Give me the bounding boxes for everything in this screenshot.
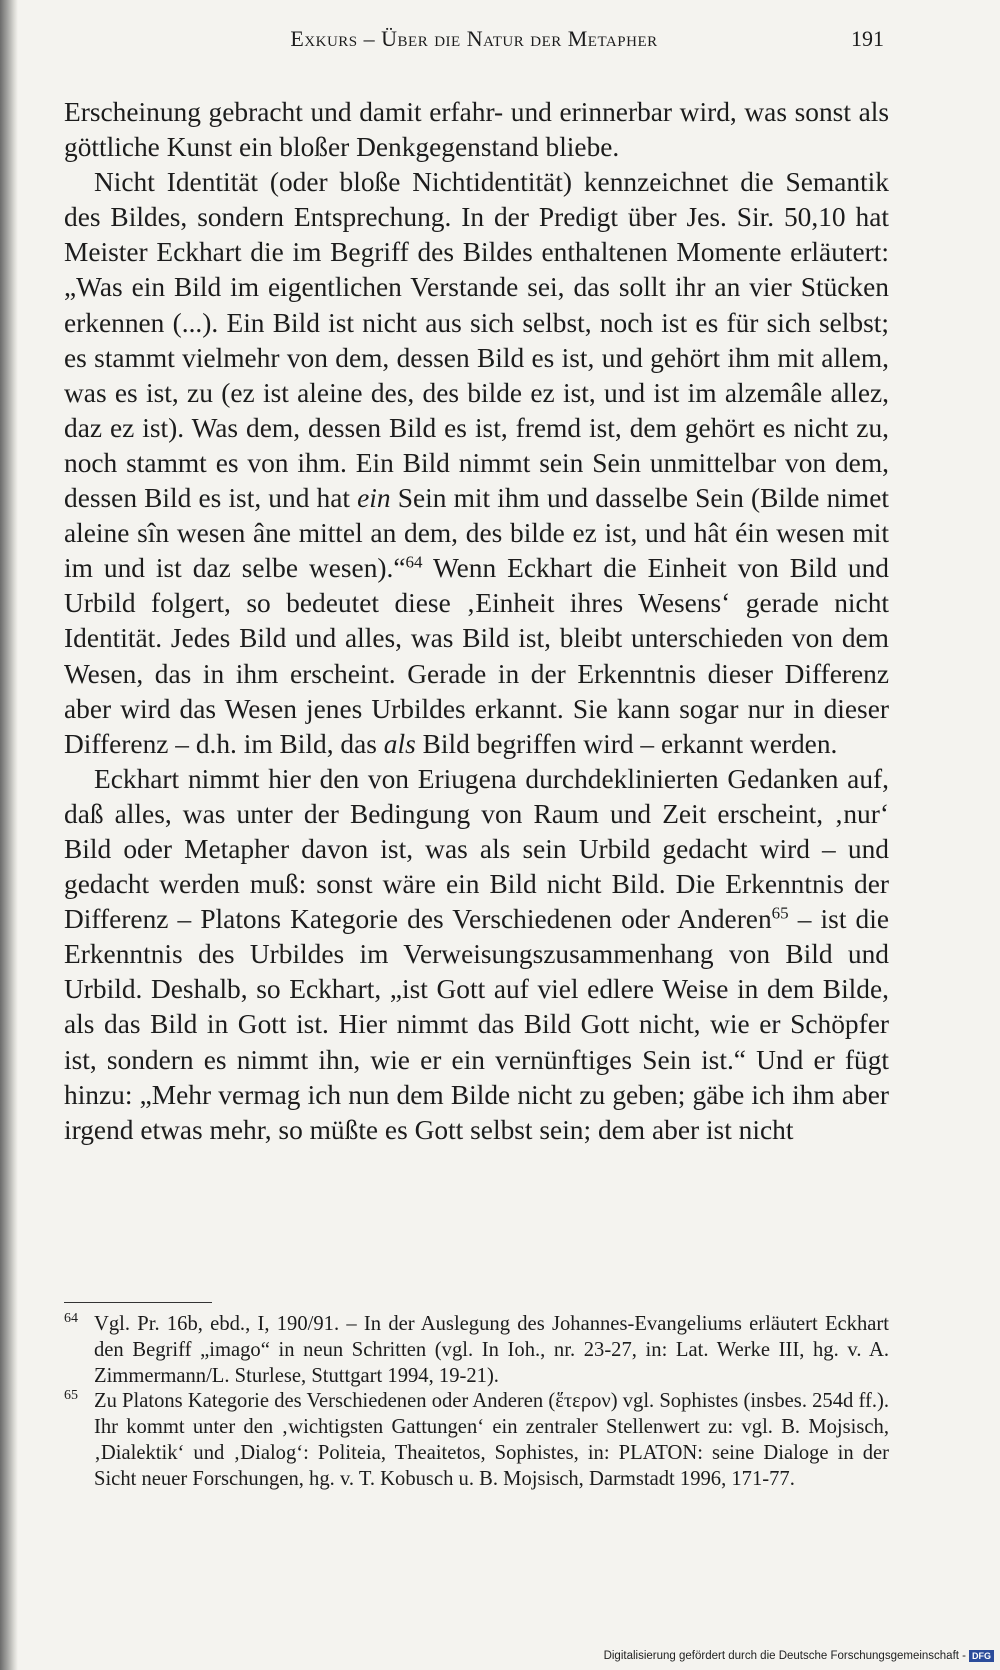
page-number: 191 (851, 26, 884, 51)
footnote-ref-64[interactable]: 64 (405, 552, 423, 572)
footnote-ref-65[interactable]: 65 (771, 903, 789, 923)
paragraph-3 (64, 762, 889, 1148)
page-header (64, 26, 884, 56)
paragraph-3-part-a: Eckhart nimmt hier den von Eriugena durchdeklinierten Gedanken auf, daß alles, was unter der Bedingung von Raum und Zeit erscheint, ‚nur‘ Bild oder Metapher davon ist, was als sein Urbild gedacht wird – und gedacht werden muß: sonst wäre ein Bild nicht Bild. Die Erkenntnis der Differenz – Platons Kategorie des Verschiedenen oder Anderen (64, 763, 889, 935)
main-text (64, 95, 889, 1148)
footnote-number: 65 (64, 1388, 78, 1404)
paragraph-2-part-b: Sein mit ihm und dasselbe Sein (Bilde nimet aleine sîn wesen âne mittel an dem, des bilde ez ist, und hât éin wesen mit im und ist daz selbe wesen).“ (64, 483, 889, 584)
paragraph-2-part-a: Nicht Identität (oder bloße Nichtidentität) kennzeichnet die Semantik des Bildes, sondern Entsprechung. In der Predigt über Jes. Sir. 50,10 hat Meister Eckhart die im Begriff des Bildes enthaltenen Momente erläutert: „Was ein Bild im eigentlichen Verstande sei, das sollt ihr an vier Stücken erkennen (...). Ein Bild ist nicht aus sich selbst, noch ist es für sich selbst; es stammt vielmehr von dem, dessen Bild es ist, und gehört ihm mit allem, was es ist, zu (ez ist aleine des, des bilde ez ist, und ist im alzemâle allez, daz ez ist). Was dem, dessen Bild es ist, fremd ist, dem gehört es nicht zu, noch stammt es von ihm. Ein Bild nimmt sein Sein unmittelbar von dem, dessen Bild es ist, und hat (64, 167, 889, 514)
book-binding-shadow (0, 0, 18, 1670)
dfg-logo: DFG (969, 1650, 994, 1662)
footnote-text: Zu Platons Kategorie des Verschiedenen oder Anderen (ἕτερον) vgl. Sophistes (insbes. 254d ff.). Ihr kommt unter den ‚wichtigsten Gattungen‘ ein zentraler Stellenwert zu: vgl. B. Mojsisch, ‚Dialektik‘ und ‚Dialog‘: Politeia, Theaitetos, Sophistes, in: PLATON: seine Dialoge in der Sicht neuer Forschungen, hg. v. T. Kobusch u. B. Mojsisch, Darmstadt 1996, 171-77. (94, 1390, 889, 1490)
footnote-number: 64 (64, 1311, 78, 1326)
footnote-64 (64, 1312, 889, 1389)
footnote-65 (64, 1389, 889, 1492)
paragraph-3-part-b: – ist die Erkenntnis des Urbildes im Verweisungszusammenhang von Bild und Urbild. Deshalb, so Eckhart, „ist Gott auf viel edlere Weise in dem Bilde, als das Bild in Gott ist. Hier nimmt das Bild Gott nicht, wie er Schöpfer ist, sondern es nimmt ihn, wie er ein vernünftiges Sein ist.“ Und er fügt hinzu: „Mehr vermag ich nun dem Bilde nicht zu geben; gäbe ich ihm aber irgend etwas mehr, so müßte es Gott selbst sein; dem aber ist nicht (64, 904, 889, 1145)
credit-text: Digitalisierung gefördert durch die Deutsche Forschungsgemeinschaft - (603, 1650, 966, 1662)
footnote-divider (64, 1302, 212, 1303)
running-title: Exkurs – Über die Natur der Metapher (290, 26, 658, 51)
digitization-credit (604, 1650, 994, 1662)
footnote-text: Vgl. Pr. 16b, ebd., I, 190/91. – In der Auslegung des Johannes-Evangeliums erläutert Eckhart den Begriff „imago“ in neun Schritten (vgl. In Ioh., nr. 23-27, in: Lat. Werke III, hg. v. A. Zimmermann/L. Sturlese, Stuttgart 1994, 19-21). (94, 1313, 889, 1387)
emphasis-ein: ein (357, 483, 391, 514)
footnotes (64, 1312, 889, 1493)
paragraph-2-part-d: Bild begriffen wird – erkannt werden. (422, 728, 838, 759)
emphasis-als: als (383, 728, 416, 759)
paragraph-1: Erscheinung gebracht und damit erfahr- und erinnerbar wird, was sonst als göttliche Kunst ein bloßer Denkgegenstand bliebe. (64, 97, 889, 163)
paragraph-2-part-c: Wenn Eckhart die Einheit von Bild und Urbild folgert, so bedeutet diese ‚Einheit ihres Wesens‘ gerade nicht Identität. Jedes Bild und alles, was Bild ist, bleibt unterschieden von dem Wesen, das in ihm erscheint. Gerade in der Erkenntnis dieser Differenz aber wird das Wesen jenes Urbildes erkannt. Sie kann sogar nur in dieser Differenz – d.h. im Bild, das (64, 553, 890, 759)
paragraph-2 (64, 165, 889, 762)
